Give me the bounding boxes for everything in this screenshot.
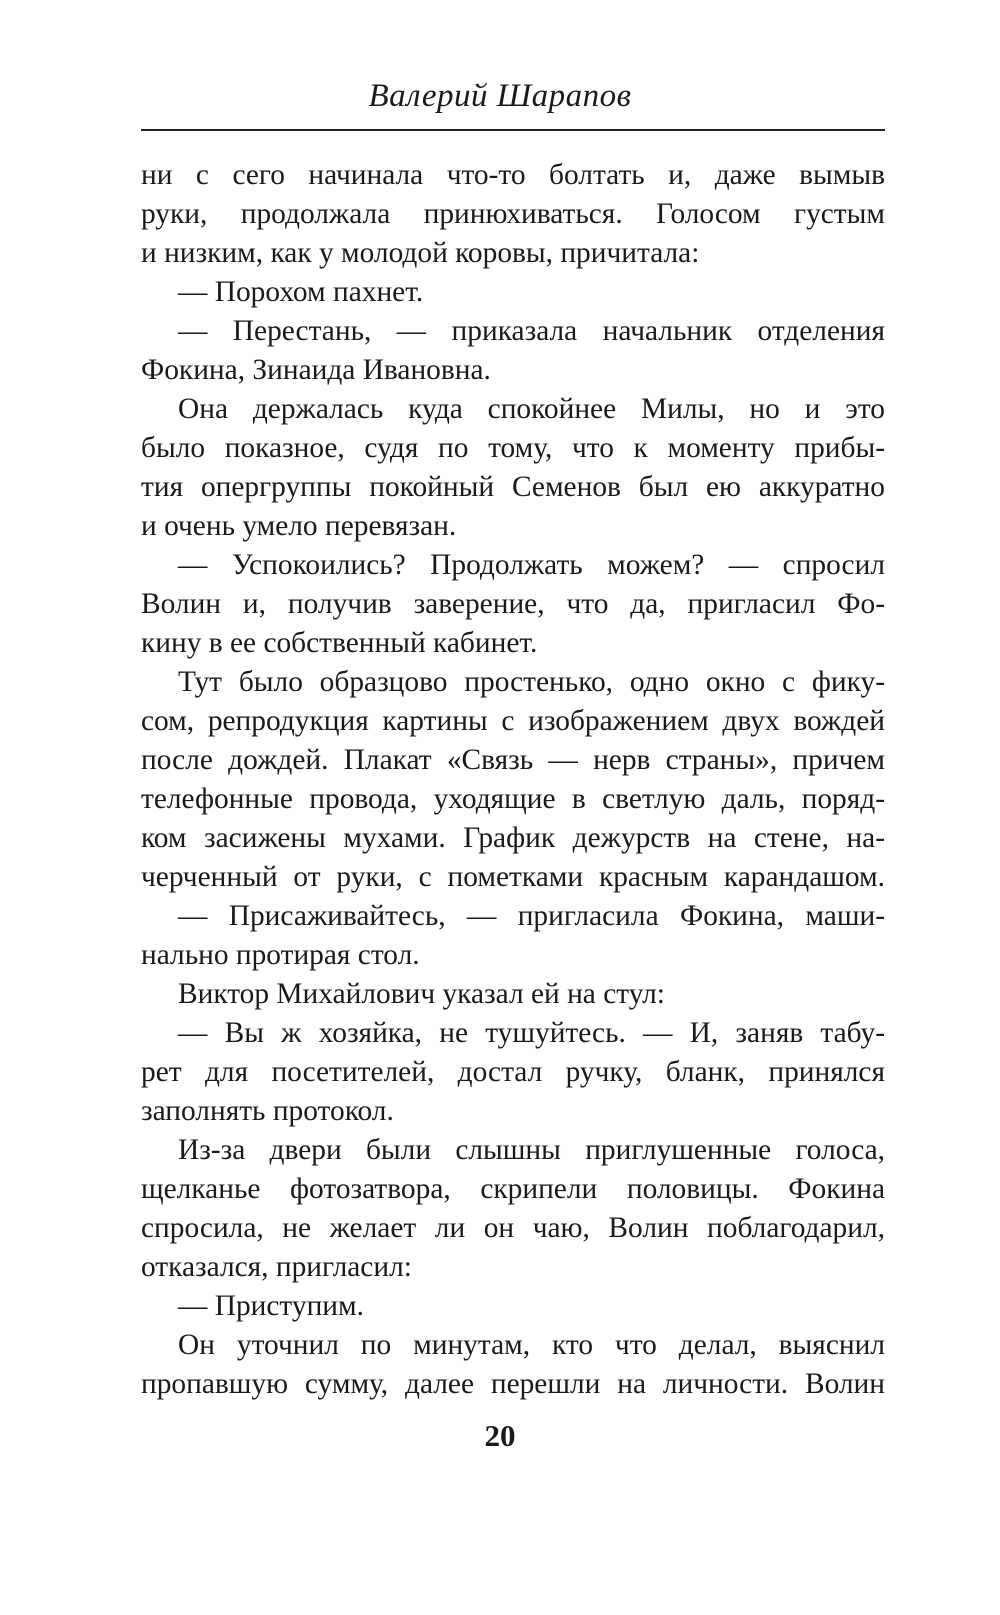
text-line: — Перестань, — приказала начальник отделения bbox=[178, 315, 885, 347]
header-rule bbox=[141, 129, 885, 131]
text-line: отказался, пригласил: bbox=[141, 1251, 412, 1283]
text-line: и низким, как у молодой коровы, причитала: bbox=[141, 237, 700, 269]
text-line: — Присаживайтесь, — пригласила Фокина, маши- bbox=[178, 900, 885, 932]
text-line: и очень умело перевязан. bbox=[141, 510, 457, 542]
text-line: Из-за двери были слышны приглушенные голоса, bbox=[178, 1134, 885, 1166]
page-number: 20 bbox=[484, 1418, 516, 1453]
text-line: — Успокоились? Продолжать можем? — спросил bbox=[178, 549, 885, 581]
text-line: ни с сего начинала что-то болтать и, даже вымыв bbox=[141, 159, 885, 191]
text-line: после дождей. Плакат «Связь — нерв страны», причем bbox=[141, 744, 885, 776]
text-line: руки, продолжала принюхиваться. Голосом густым bbox=[141, 198, 885, 230]
text-line: Тут было образцово простенько, одно окно с фику- bbox=[178, 666, 885, 698]
text-line: черченный от руки, с пометками красным карандашом. bbox=[141, 861, 885, 893]
text-line: было показное, судя по тому, что к моменту прибы- bbox=[141, 432, 885, 464]
text-line: щелканье фотозатвора, скрипели половицы. Фокина bbox=[141, 1173, 885, 1205]
text-line: Волин и, получив заверение, что да, пригласил Фо- bbox=[141, 588, 885, 620]
text-line: — Приступим. bbox=[178, 1290, 364, 1322]
text-line: Она держалась куда спокойнее Милы, но и это bbox=[178, 393, 885, 425]
text-line: Виктор Михайлович указал ей на стул: bbox=[178, 978, 665, 1010]
text-line: заполнять протокол. bbox=[141, 1095, 394, 1127]
text-line: рет для посетителей, достал ручку, бланк, принялся bbox=[141, 1056, 885, 1088]
text-line: — Вы ж хозяйка, не тушуйтесь. — И, заняв табу- bbox=[178, 1017, 885, 1049]
running-head: Валерий Шарапов bbox=[368, 78, 632, 114]
text-line: — Порохом пахнет. bbox=[178, 276, 424, 308]
text-line: сом, репродукция картины с изображением двух вождей bbox=[141, 705, 885, 737]
body-text bbox=[141, 156, 885, 1404]
text-line: Фокина, Зинаида Ивановна. bbox=[141, 354, 491, 386]
text-line: пропавшую сумму, далее перешли на личности. Волин bbox=[141, 1368, 885, 1400]
text-line: спросила, не желает ли он чаю, Волин поблагодарил, bbox=[141, 1212, 885, 1244]
text-line: ком засижены мухами. График дежурств на стене, на- bbox=[141, 822, 885, 854]
text-line: кину в ее собственный кабинет. bbox=[141, 627, 538, 659]
text-line: нально протирая стол. bbox=[141, 939, 420, 971]
text-line: Он уточнил по минутам, кто что делал, выяснил bbox=[178, 1329, 885, 1361]
text-line: телефонные провода, уходящие в светлую даль, поряд- bbox=[141, 783, 885, 815]
text-line: тия опергруппы покойный Семенов был ею аккуратно bbox=[141, 471, 885, 503]
